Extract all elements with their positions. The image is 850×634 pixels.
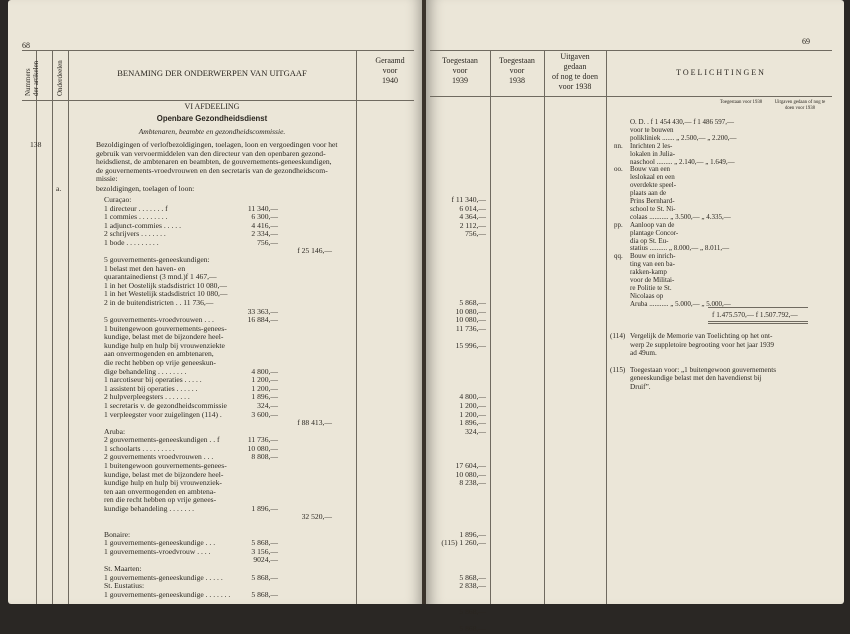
budget-line-amount: 33 363,— [247,306,278,316]
toel-row-text: colaas ........... „ 3.500,— „ 4.335,— [630,212,731,221]
article-number: 138 [30,140,42,149]
value-1939: 1 896,— [459,529,486,539]
toel-row-text: Bouw en inrich- [630,252,676,261]
value-1939: 2 112,— [459,220,486,230]
header-nummers: Nummers [24,68,32,96]
budget-line-label: 1 gouvernements-vroedvrouw . . . . [104,546,211,556]
page-number-left: 68 [22,41,30,50]
value-1939: 8 238,— [459,478,486,488]
budget-line-label: St. Maarten: [104,563,142,573]
note-ref: (115) [610,365,626,374]
value-1939: 5 868,— [459,624,486,633]
budget-line-label: kundige, belast met de bijzondere heel- [104,332,224,342]
budget-line-amount: 1 896,— [251,392,278,402]
budget-line-label: 1 gouvernements-geneeskundige . . . [104,538,216,548]
toel-row-text: school te St. Ni- [630,204,676,213]
left-page [8,0,424,604]
subsection-title: Openbare Gezondheidsdienst [156,114,268,123]
toel-row-text: dia op St. Eu- [630,236,669,245]
value-1939: 10 080,— [455,469,486,479]
subsection-subtitle: Ambtenaren, beambte en gezondheidscommissie. [138,127,286,136]
budget-line-amount: 6 300,— [251,212,278,222]
toel-row-text: overdekte speel- [630,181,677,190]
toel-row-text: ting van een ba- [630,260,675,269]
budget-line-label: St. Eustatius: [104,581,145,591]
value-1939: 15 996,— [455,340,486,350]
toel-row-text: O. D. . f 1 454 430,— f 1 486 597,— [630,118,735,126]
budget-line-label: kundige behandeling . . . . . . . [104,503,195,513]
budget-line-label: 1 assistent bij operaties . . . . . . [104,383,198,393]
budget-line-label: 1 schoolarts . . . . . . . . . [104,443,175,453]
budget-line-label: 1 bode . . . . . . . . . [104,237,159,247]
toel-row-text: Nicolaas op [630,291,664,300]
value-1939: f 11 340,— [451,195,486,204]
budget-line-label: 1 narcotiseur bij operaties . . . . . [104,375,202,385]
value-1939: 6 014,— [459,203,486,213]
note-line: Vergelijk de Memorie van Toelichting op het ont- [630,332,773,340]
budget-line-amount: 3 600,— [251,409,278,419]
budget-line-label: 1 verpleegster voor zuigelingen (114) . [104,409,222,419]
part-a-text: bezoldigingen, toelagen of loon: [96,184,195,193]
toel-row-text: Prins Bernhard- [630,197,675,205]
value-1939: 2 838,— [459,581,486,591]
right-page [426,0,844,633]
budget-line-amount: 11 736,— [247,435,278,445]
budget-line-amount: 11 340,— [247,203,278,213]
toel-row-text: plantage Concor- [630,228,679,237]
article-text-line: missie: [96,174,118,184]
budget-line-amount: 4 800,— [251,366,278,376]
value-1939: 17 604,— [455,460,486,470]
budget-line-label: Aruba: [104,426,126,436]
budget-line-label: 5 gouvernements-geneeskundigen: [104,255,210,265]
toel-row-text: plaats aan de [630,189,667,198]
toel-row-text: Aruba ........... „ 5.000,— „ 5.000,— [630,299,731,308]
value-1939: 1 200,— [459,400,486,410]
article-text-line: heidsdienst, de ambtenaren en beambten, de gouvernements-geneeskundigen, [96,157,332,167]
budget-line-subtotal: f 25 146,— [297,246,332,256]
value-1939: 10 080,— [455,315,486,325]
toel-row-text: leslokaal en een [630,173,675,182]
value-1939: 10 080,— [455,306,486,316]
article-text-line: Bezoldigingen of verlofbezoldigingen, toelagen, loon en vergoedingen voor het [96,140,338,149]
budget-line-amount: 3 156,— [251,546,278,556]
section-title: VI AFDEELING [184,102,240,111]
toel-head-uitgaven: Uitgaven gedaan of nog te doen voor 1938 [774,100,826,111]
toel-row-label: nn. [614,141,623,150]
value-1939: 11 736,— [455,323,486,333]
budget-line-label: Bonaire: [104,529,131,539]
budget-line-label: 1 gouvernements-geneeskundige . . . . . [104,572,223,582]
budget-line-label: 2 gouvernements-geneeskundigen . . f [104,435,220,445]
budget-line-label: 1 secretaris v. de gezondheidscommissie [104,400,227,410]
note-line: geneeskundige belast met den havendienst bij [630,374,762,383]
header-toegestaan-1938: Toegestaan voor 1938 [499,56,535,85]
value-1939: (115) 1 260,— [441,538,486,548]
budget-line-amount: 16 884,— [247,315,278,325]
toel-row-text: lokalen in Julia- [630,149,676,158]
budget-line-label: 1 belast met den haven- en [104,263,186,273]
toel-row-text: re Politie te St. [630,283,672,292]
note-line: Toegestaan voor: „1 buitengewoon gouvernements [630,365,776,374]
budget-line-label: 5 gouvernements-vroedvrouwen . . . [104,315,214,325]
budget-line-label: 2 gouvernements vroedvrouwen . . . [104,452,214,462]
value-1939: 4 364,— [459,212,486,222]
budget-line-label: 2 hulpverpleegsters . . . . . . . [104,392,190,402]
budget-line-amount: 8 808,— [251,452,278,462]
toel-row-text: Bouw van een [630,165,671,174]
budget-line-amount: 5 868,— [251,572,278,582]
toel-row-text: voor te bouwen [630,125,674,134]
header-der-artikelen: der artikelen [32,60,40,96]
budget-line-label: 1 commies . . . . . . . . [104,212,168,222]
header-geraamd: Geraamd voor 1940 [375,56,405,85]
budget-line-label: aan onvermogenden en ambtenaren, [104,349,214,359]
budget-line-amount: 5 868,— [251,538,278,548]
budget-line-amount: 5 868,— [251,589,278,599]
budget-line-amount: 4 416,— [251,220,278,230]
value-1939: 5 868,— [459,572,486,582]
budget-line-amount: 756,— [257,237,278,247]
part-a-label: a. [56,184,62,193]
open-ledger-book [8,0,844,633]
budget-line-amount: 1 896,— [251,503,278,513]
budget-line-subtotal: f 88 413,— [297,418,332,428]
value-1939: 1 200,— [459,409,486,419]
header-toegestaan-1939: Toegestaan voor 1939 [442,56,478,85]
header-toelichtingen: TOELICHTINGEN [676,68,766,77]
budget-line-subtotal: 32 520,— [301,512,332,522]
value-1939: 5 868,— [459,606,486,616]
header-onderdeelen: Onderdeelen [56,60,64,96]
toel-row-text: statius .......... „ 8.000,— „ 8.011,— [630,244,730,253]
toel-row-label: oo. [614,165,623,174]
budget-line-amount: 10 080,— [247,443,278,453]
toel-row-text: voor de Militai- [630,276,675,284]
toel-head-1938: Toegestaan voor 1938 [719,100,763,105]
budget-line-label: 1 in het Westelijk stadsdistrict 10 080,— [104,289,228,299]
header-benaming: BENAMING DER ONDERWERPEN VAN UITGAAF [117,68,307,78]
budget-line-label: 2 in de buitendistricten . . 11 736,— [104,297,214,307]
value-1939: 5 868,— [459,297,486,307]
budget-line-label: kundige hulp en hulp bij vrouwenziek- [104,478,222,488]
value-1939: 756,— [465,229,486,239]
value-1939: 324,— [465,426,486,436]
value-1939: 4 800,— [459,392,486,402]
budget-line-label: kundige hulp en hulp bij vrouwenziekte [104,340,225,350]
budget-line-label: quarantainedienst (3 mnd.)f 1 467,— [104,272,217,282]
budget-line-amount: 1 200,— [251,383,278,393]
budget-line-label: 2 schrijvers . . . . . . . [104,229,166,239]
note-line: Druif”. [630,383,651,391]
budget-line-label: 1 buitengewoon gouvernements-genees- [104,323,227,333]
budget-line-label: Curaçao: [104,195,132,204]
budget-line-label: 1 gouvernements-geneeskundige . . . . . . . [104,589,231,599]
toel-row-label: qq. [614,252,623,261]
value-1939: 1 896,— [459,418,486,428]
budget-line-amount: 1 200,— [251,375,278,385]
budget-line-label: kundige, belast met de bijzondere heel- [104,469,224,479]
budget-line-label: 1 adjunct-commies . . . . . [104,220,181,230]
article-text-line: gebruik van vervoermiddelen van den directeur van den openbaren gezond- [96,148,326,158]
article-text-line: de gouvernements-vroedvrouwen en den secretaris van de gezondheidscom- [96,165,328,175]
budget-line-label: 1 directeur . . . . . . . f [104,203,168,213]
toel-row-label: pp. [614,220,623,229]
budget-line-label: die recht hebben op vrije geneeskun- [104,358,216,368]
toel-row-text: Inrichten 2 les- [630,141,673,150]
budget-line-label: dige behandeling . . . . . . . . [104,366,187,376]
budget-line-label: 1 buitengewoon gouvernements-genees- [104,460,227,470]
budget-line-label: 1 in het Oostelijk stadsdistrict 10 080,— [104,280,227,290]
toel-row-text: naschool ......... „ 2.140,— „ 1.649,— [630,157,735,166]
budget-line-amount: 9024,— [253,555,278,565]
budget-line-label: ren die recht hebben op vrije genees- [104,495,217,505]
note-line: ad 49um. [630,349,657,358]
budget-line-amount: 2 334,— [251,229,278,239]
header-uitgaven: Uitgaven gedaan of nog te doen voor 1938 [552,52,598,91]
budget-line-amount: 324,— [257,400,278,410]
toel-row-text: polikliniek ....... „ 2.500,— „ 2.200,— [630,133,737,142]
page-number-right: 69 [802,37,810,46]
toel-row-text: rakken-kamp [630,268,667,277]
toel-total: f 1.475.570,— f 1.507.792,— [712,311,798,319]
budget-line-label: ten aan onvermogenden en ambtena- [104,486,216,496]
toel-row-text: Aanloop van de [630,220,675,229]
note-ref: (114) [610,332,626,340]
note-line: werp 2e suppletoire begrooting voor het jaar 1939 [630,340,774,349]
